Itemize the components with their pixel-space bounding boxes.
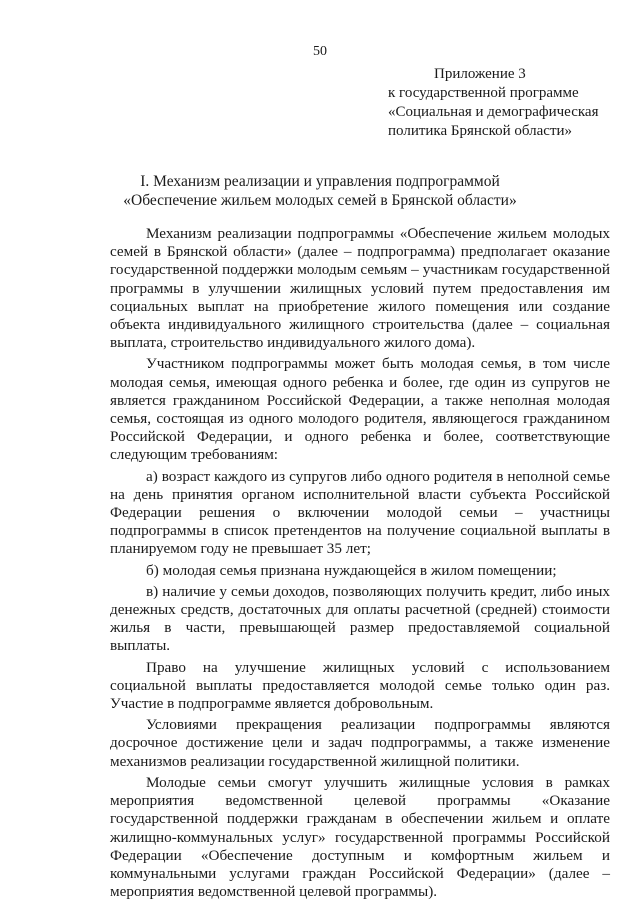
paragraph: Право на улучшение жилищных условий с использованием социальной выплаты предоставляется молодой семье только один раз. Участие в подпрограмме является добровольным.	[110, 658, 610, 713]
section-title-line: I. Механизм реализации и управления подпрограммой	[140, 173, 500, 190]
appendix-line: «Социальная и демографическая	[388, 104, 599, 120]
paragraph: Участником подпрограммы может быть молодая семья, в том числе молодая семья, имеющая одного ребенка и более, где один из супругов не является гражданином Российской Федерации, а также неполная молодая семья, состоящая из одного молодого родителя, являющегося гражданином Российской Федерации, и одного ребенка и более, соответствующие следующим требованиям:	[110, 355, 610, 464]
paragraph: Механизм реализации подпрограммы «Обеспечение жильем молодых семей в Брянской области» (далее – подпрограмма) предполагает оказание государственной поддержки молодым семьям – участникам государственной программы в улучшении жилищных условий путем предоставления им социальных выплат на приобретение жилого помещения или создание объекта индивидуального жилищного строительства (далее – социальная выплата, строительство индивидуального жилого дома).	[110, 225, 610, 352]
section-title-line: «Обеспечение жильем молодых семей в Брянской области»	[123, 192, 517, 209]
body-text	[110, 225, 610, 901]
paragraph: б) молодая семья признана нуждающейся в жилом помещении;	[146, 561, 557, 579]
paragraph: Молодые семьи смогут улучшить жилищные условия в рамках мероприятия ведомственной целевой программы «Оказание государственной поддержки гражданам в обеспечении жильем и оплате жилищно-коммунальных услуг» государственной программы Российской Федерации «Обеспечение доступным и комфортным жильем и коммунальными услугами граждан Российской Федерации» (далее – мероприятия ведомственной целевой программы).	[110, 773, 610, 901]
appendix-line: к государственной программе	[388, 85, 579, 101]
section-title	[40, 172, 600, 210]
paragraph: а) возраст каждого из супругов либо одного родителя в неполной семье на день принятия органом исполнительной власти субъекта Российской Федерации решения о включении молодой семьи – участницы подпрограммы в список претендентов на получение социальной выплаты в планируемом году не превышает 35 лет;	[110, 467, 610, 558]
appendix-title: Приложение 3	[434, 66, 526, 82]
paragraph: Условиями прекращения реализации подпрограммы являются досрочное достижение цели и задач подпрограммы, а также изменение механизмов реализации государственной жилищной политики.	[110, 716, 610, 770]
page-number: 50	[313, 44, 327, 59]
appendix-line: политика Брянской области»	[388, 123, 573, 139]
paragraph: в) наличие у семьи доходов, позволяющих получить кредит, либо иных денежных средств, достаточных для оплаты расчетной (средней) стоимости жилья в части, превышающей размер предоставляемой социальной выплаты.	[110, 582, 610, 655]
appendix-header	[388, 65, 628, 141]
